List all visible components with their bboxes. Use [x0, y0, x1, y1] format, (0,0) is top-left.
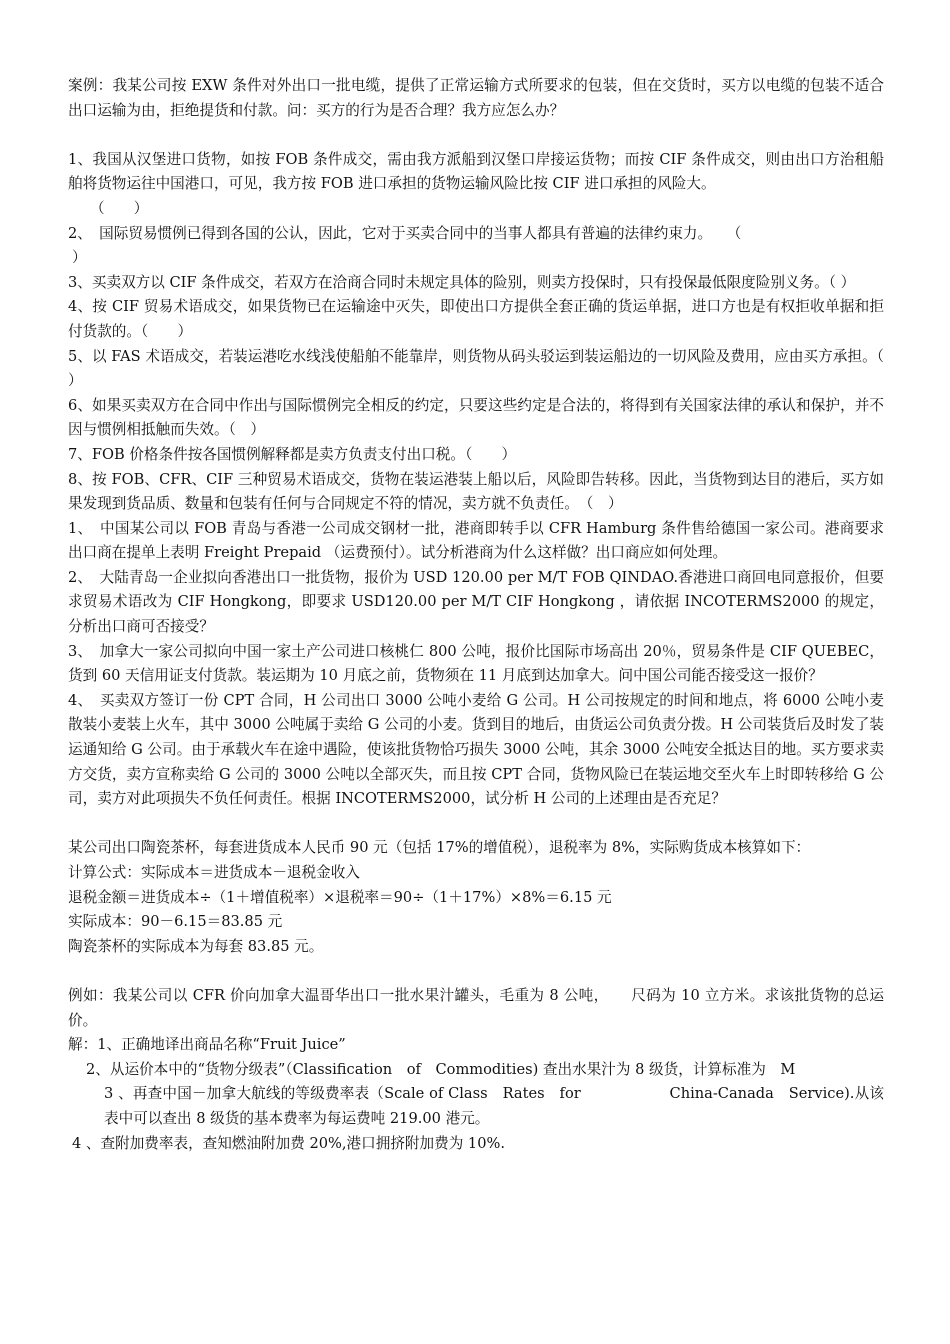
analysis-item-4: 4、 买卖双方签订一份 CPT 合同，H 公司出口 3000 公吨小麦给 G 公司。H 公司按规定的时间和地点，将 6000 公吨小麦散装小麦装上火车，其中 3000 公吨属于卖给 G 公司的小麦。货到目的地后，由货运公司负责分拨。H 公司装货后及时发了装运通知给 G 公司。由于承载火车在途中遇险，使该批货物恰巧损失 3000 公吨，其余 3000 公吨安全抵达目的地。买方要求卖方交货，卖方宣称卖给 G 公司的 3000 公吨以全部灭失，而且按 CPT 合同，货物风险已在装运地交至火车上时即转移给 G 公司，卖方对此项损失不负任何责任。根据 INCOTERMS2000，试分析 H 公司的上述理由是否充足？ — [68, 691, 884, 808]
judgment-item-6: 6、如果买卖双方在合同中作出与国际惯例完全相反的约定，只要这些约定是合法的，将得到有关国家法律的承认和保护，并不因与惯例相抵触而失效。（ ） — [68, 396, 884, 439]
analysis-item-3: 3、 加拿大一家公司拟向中国一家土产公司进口核桃仁 800 公吨，报价比国际市场高出 20％，贸易条件是 CIF QUEBEC，货到 60 天信用证支付货款。装运期为 10 月底之前，货物须在 11 月底到达加拿大。问中国公司能否接受这一报价？ — [68, 642, 884, 685]
blank-line — [68, 123, 884, 148]
blank-line — [68, 812, 884, 837]
judgment-item-2: 2、 国际贸易惯例已得到各国的公认，因此，它对于买卖合同中的当事人都具有普遍的法律约束力。 （ — [68, 224, 742, 242]
judgment-item-5: 5、以 FAS 术语成交，若装运港吃水线浅使船舶不能靠岸，则货物从码头驳运到装运船边的一切风险及费用，应由买方承担。（ ） — [68, 347, 914, 390]
freight-example: 例如：我某公司以 CFR 价向加拿大温哥华出口一批水果汁罐头，毛重为 8 公吨， 尺码为 10 立方米。求该批货物的总运价。 — [68, 986, 884, 1029]
cost-formula: 计算公式：实际成本＝进货成本－退税金收入 — [68, 864, 360, 881]
freight-step-4: 4 、查附加费率表，查知燃油附加费 20%,港口拥挤附加费为 10%. — [72, 1134, 506, 1152]
judgment-item-4: 4、按 CIF 贸易术语成交，如果货物已在运输途中灭失，即使出口方提供全套正确的货运单据，进口方也是有权拒收单据和拒付货款的。（ ） — [68, 298, 884, 340]
cost-intro: 某公司出口陶瓷茶杯，每套进货成本人民币 90 元（包括 17%的增值税），退税率为 8%，实际购货成本核算如下： — [68, 839, 811, 857]
blank-line — [68, 959, 884, 984]
judgment-item-1: 1、我国从汉堡进口货物，如按 FOB 条件成交，需由我方派船到汉堡口岸接运货物；而按 CIF 条件成交，则由出口方治租船舶将货物运往中国港口，可见，我方按 FOB 进口承担的货物运输风险比按 CIF 进口承担的风险大。 — [68, 150, 884, 193]
document-page — [68, 74, 914, 1156]
judgment-item-8: 8、按 FOB、CFR、CIF 三种贸易术语成交，货物在装运港装上船以后，风险即告转移。因此，当货物到达目的港后，买方如果发现到货品质、数量和包装有任何与合同规定不符的情况，卖方就不负责任。 （ ） — [68, 470, 884, 513]
judgment-item-3: 3、买卖双方以 CIF 条件成交，若双方在洽商合同时未规定具体的险别，则卖方投保时，只有投保最低限度险别义务。（ ） — [68, 273, 856, 291]
judgment-item-7: 7、FOB 价格条件按各国惯例解释都是卖方负责支付出口税。（ ） — [68, 445, 517, 463]
case-paragraph: 案例：我某公司按 EXW 条件对外出口一批电缆，提供了正常运输方式所要求的包装，但在交货时，买方以电缆的包装不适合出口运输为由，拒绝提货和付款。问：买方的行为是否合理？我方应怎么办？ — [68, 77, 884, 119]
cost-result: 陶瓷茶杯的实际成本为每套 83.85 元。 — [68, 937, 324, 955]
freight-step-1: 解：1、正确地译出商品名称“Fruit Juice” — [68, 1036, 346, 1054]
cost-actual: 实际成本：90－6.15＝83.85 元 — [68, 913, 283, 931]
judgment-item-2-answer-paren: ） — [72, 249, 87, 267]
freight-step-3: 3 、再查中国－加拿大航线的等级费率表（Scale of Class Rates for China-Canada Service).从该表中可以查出 8 级货的基本费率为每运费吨 219.00 港元。 — [104, 1085, 884, 1127]
analysis-item-1: 1、 中国某公司以 FOB 青岛与香港一公司成交钢材一批，港商即转手以 CFR Hamburg 条件售给德国一家公司。港商要求出口商在提单上表明 Freight Prepaid （运费预付）。试分析港商为什么这样做？出口商应如何处理。 — [68, 519, 884, 562]
analysis-item-2: 2、 大陆青岛一企业拟向香港出口一批货物，报价为 USD 120.00 per M/T FOB QINDAO.香港进口商回电同意报价，但要求贸易术语改为 CIF Hongkong，即要求 USD120.00 per M/T CIF Hongkong ，请依据 INCOTERMS2000 的规定，分析出口商可否接受？ — [68, 568, 884, 636]
freight-step-2: 2、从运价本中的“货物分级表”（Classification of Commodities) 查出水果汁为 8 级货，计算标准为 M — [86, 1060, 796, 1078]
cost-refund-calc: 退税金额＝进货成本÷（1＋增值税率）×退税率＝90÷（1＋17%）×8%＝6.15 元 — [68, 888, 612, 906]
judgment-item-1-answer-paren: （ ） — [90, 199, 149, 217]
